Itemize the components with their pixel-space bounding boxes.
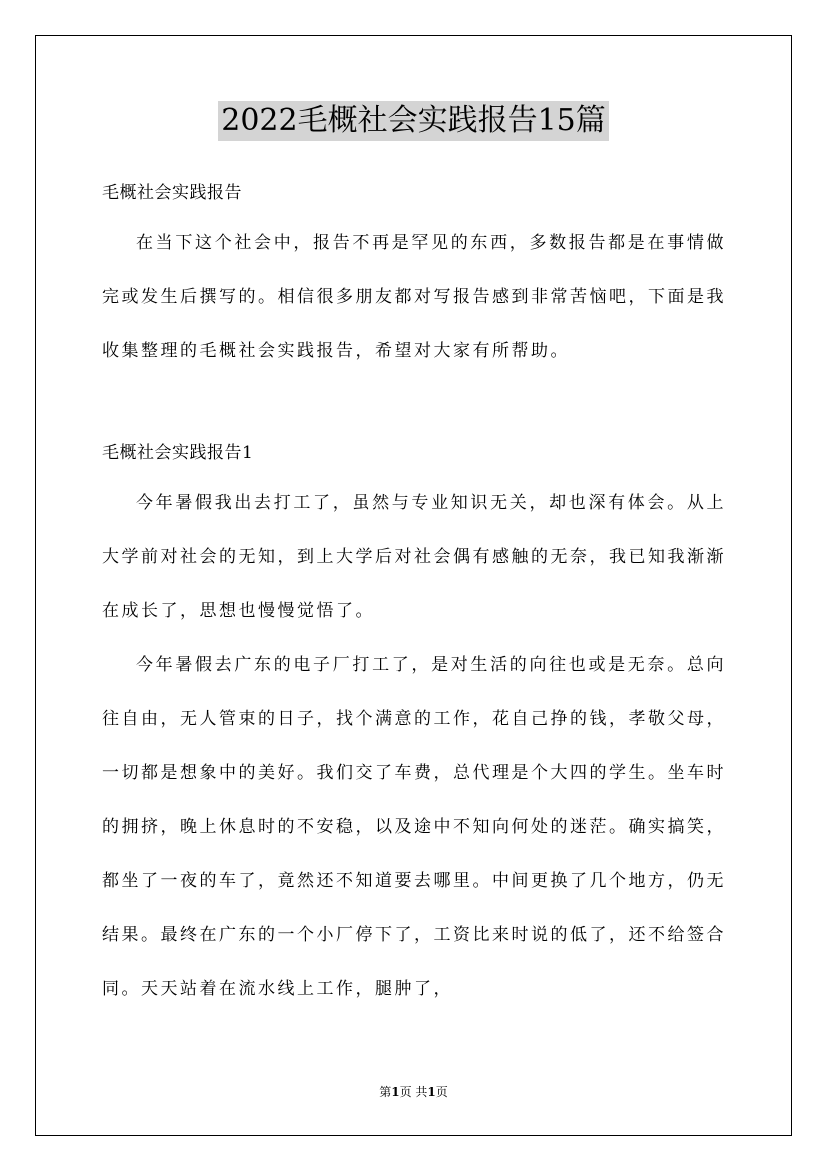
document-body [102, 170, 726, 1016]
footer-page-mid: 页 共 [399, 1085, 428, 1099]
intro-paragraph: 在当下这个社会中，报告不再是罕见的东西，多数报告都是在事情做完或发生后撰写的。相信很多朋友都对写报告感到非常苦恼吧，下面是我收集整理的毛概社会实践报告，希望对大家有所帮助。 [102, 233, 726, 361]
footer-page-suffix: 页 [435, 1085, 448, 1099]
document-title: 2022毛概社会实践报告15篇 [218, 101, 609, 141]
footer-page-total: 1 [427, 1085, 436, 1099]
intro-heading: 毛概社会实践报告 [102, 183, 242, 203]
section-spacer [102, 378, 726, 430]
section1-paragraph-2: 今年暑假去广东的电子厂打工了，是对生活的向往也或是无奈。总向往自由，无人管束的日子，找个满意的工作，花自己挣的钱，孝敬父母，一切都是想象中的美好。我们交了车费，总代理是个大四的学生。坐车时的拥挤，晚上休息时的不安稳，以及途中不知向何处的迷茫。确实搞笑，都坐了一夜的车了，竟然还不知道要去哪里。中间更换了几个地方，仍无结果。最终在广东的一个小厂停下了，工资比来时说的低了，还不给签合同。天天站着在流水线上工作，腿肿了， [102, 655, 726, 999]
section1-paragraph-1: 今年暑假我出去打工了，虽然与专业知识无关，却也深有体会。从上大学前对社会的无知，到上大学后对社会偶有感触的无奈，我已知我渐渐在成长了，思想也慢慢觉悟了。 [102, 493, 726, 621]
footer-page-current: 1 [391, 1085, 400, 1099]
section1-heading: 毛概社会实践报告1 [102, 443, 254, 463]
page-footer [0, 1084, 827, 1100]
title-container [0, 101, 827, 141]
footer-page-prefix: 第 [379, 1085, 392, 1099]
